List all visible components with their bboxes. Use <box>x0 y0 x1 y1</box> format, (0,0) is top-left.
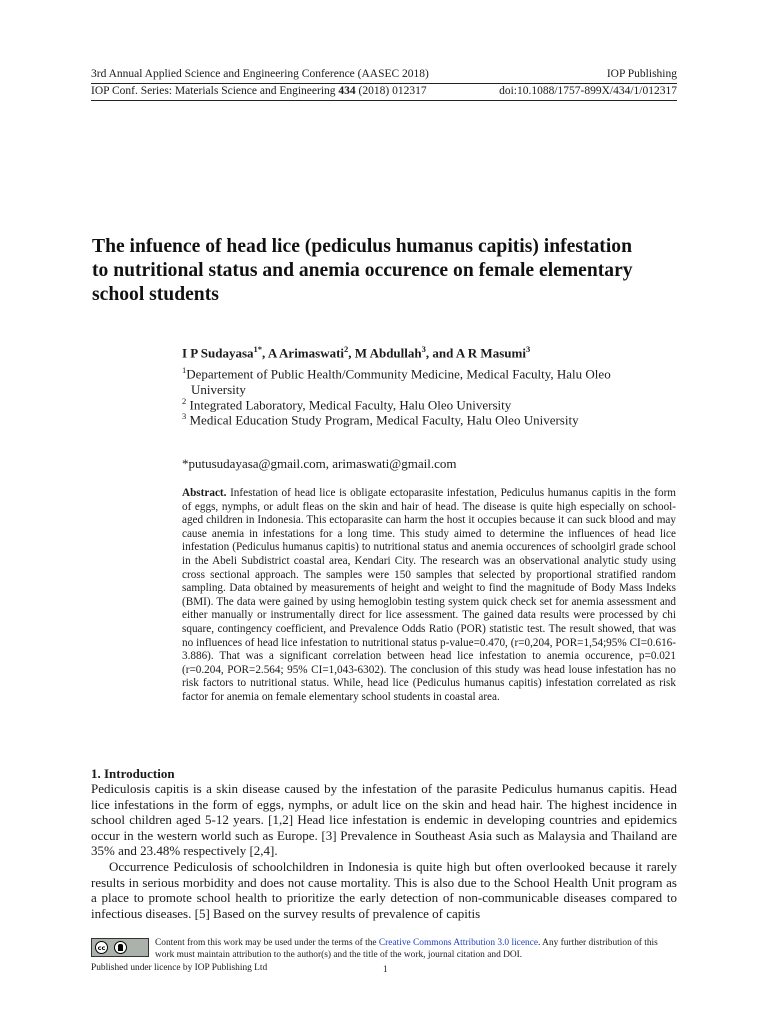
cc-license-link[interactable]: Creative Commons Attribution 3.0 licence <box>378 938 539 948</box>
intro-paragraph-1: Pediculosis capitis is a skin disease caused by the infestation of the parasite Pediculus humanus capitis. Head lice infestations in the form of eggs, nymphs, or adult lice on the skin and head hair. The highest incidence in school children aged 5-12 years. [1,2] Head lice infestation is endemic in developing countries and epidemics occur in the western world such as Europe. [3] Prevalence in Southeast Asia such as Malaysia and Thailand are 35% and 23.48% respectively [2,4]. <box>91 781 677 859</box>
publisher-name: IOP Publishing <box>606 68 677 80</box>
abstract-label: Abstract. <box>182 487 227 499</box>
volume-number: 434 <box>338 85 356 97</box>
abstract-text: Infestation of head lice is obligate ectoparasite infestation, Pediculus humanus capitis in the form of eggs, nymphs, or adult fleas on the skin and hair of head. The disease is quite high especially on school-aged children in Indonesia. This ectoparasite can harm the host it occupies because it can suck blood and may cause anemia in infestations for a long time. This study aimed to determine the influences of head lice infestation (Pediculus humanus capitis) to nutritional status and anemia occurences of schoolgirl grade school in the Abeli Subdistrict coastal area, Kendari City. The research was an observational analytic study using cross sectional approach. The samples were 150 samples that selected by proportional stratified random sampling. Data obtained by measurements of height and weight to find the magnitude of Body Mass Indeks (BMI). The data were gained by using hemoglobin testing system quick check set for anemia assessment and either manually or instrumentally direct for lice assessment. The gained data results were processed by chi square, contingency coefficient, and Prevalence Odds Ratio (POR) statistic test. The result showed, that was no influences of head lice infestation to nutritional status p-value=0.470, (r=0,204, POR=1,54;95% CI=0.616-3.886). That was a significant correlation between head lice infestation to anemia occurence, p=0.021 (r=0.204, POR=2.564; 95% CI=1,043-6302). The conclusion of this study was head louse infestation has no risk factors to nutritional status. While, head lice (Pediculus humanus capitis) infestation correlated as risk factor for anemia on female elementary school students in coastal area. <box>182 487 676 703</box>
series-citation: IOP Conf. Series: Materials Science and Engineering 434 (2018) 012317 <box>91 85 427 97</box>
introduction-body <box>91 781 677 921</box>
header-rule-2 <box>91 100 677 101</box>
running-header-bottom <box>91 84 677 99</box>
abstract <box>182 487 676 705</box>
conference-name: 3rd Annual Applied Science and Engineering Conference (AASEC 2018) <box>91 68 429 80</box>
creative-commons-badge[interactable] <box>91 938 149 957</box>
author-list: I P Sudayasa$^{1*}$, A Arimaswati$^2$, M Abdullah$^3$, and A R Masumi$^3$ <box>182 344 531 361</box>
paper-title: The infuence of head lice (pediculus humanus capitis) infestation to nutritional status and anemia occurence on female elementary school students <box>92 236 633 305</box>
affiliation-2: $^2$ Integrated Laboratory, Medical Faculty, Halu Oleo University <box>182 396 512 413</box>
cc-icon: cc <box>95 941 108 954</box>
running-header-top <box>91 67 677 82</box>
page-number: 1 <box>383 965 388 975</box>
section-heading-introduction: 1. Introduction <box>91 766 175 781</box>
affiliation-1: $^1$Departement of Public Health/Community Medicine, Medical Faculty, Halu Oleo University <box>182 365 611 397</box>
license-notice: Content from this work may be used under the terms of the Creative Commons Attribution 3.0 licence. Any further distribution of this work must maintain attribution to the author(s) and the title of the work, journal citation and DOI. <box>155 938 658 960</box>
publisher-notice: Published under licence by IOP Publishing Ltd <box>91 963 268 973</box>
corresponding-email: *putusudayasa@gmail.com, arimaswati@gmail.com <box>182 456 457 471</box>
attribution-icon <box>114 941 127 954</box>
affiliation-3: $^3$ Medical Education Study Program, Medical Faculty, Halu Oleo University <box>182 411 579 428</box>
doi: doi:10.1088/1757-899X/434/1/012317 <box>499 85 677 97</box>
intro-paragraph-2: Occurrence Pediculosis of schoolchildren in Indonesia is quite high but often overlooked because it rarely results in serious morbidity and does not cause mortality. This is also due to the School Health Unit program as a place to promote school health to prioritize the early detection of non-communicable diseases compared to infectious diseases. [5] Based on the survey results of prevalence of capitis <box>91 858 677 921</box>
